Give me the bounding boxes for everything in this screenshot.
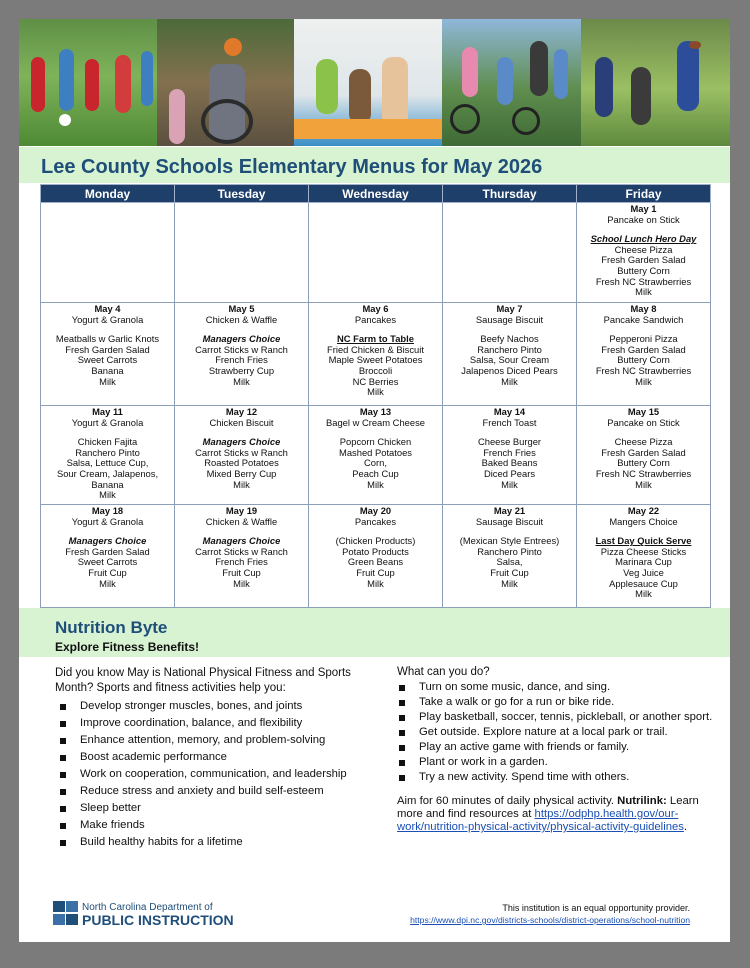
menu-item: Mashed Potatoes (339, 446, 412, 458)
menu-item: Cheese Burger (477, 436, 542, 448)
menu-cell-thursday (443, 203, 577, 303)
action-item: Plant or work in a garden. (397, 755, 712, 770)
menu-item: Milk (233, 375, 250, 387)
menu-item: Jalapenos Diced Pears (461, 364, 558, 376)
menu-item: Pepperoni Pizza (609, 333, 678, 345)
menu-item: Chicken Fajita (77, 436, 138, 448)
day-header-thursday: Thursday (443, 185, 577, 203)
benefit-item: Work on cooperation, communication, and leadership (55, 766, 347, 783)
soccer-photo (19, 19, 157, 146)
menu-item: Sausage Biscuit (475, 313, 544, 325)
menu-item: Milk (501, 478, 518, 490)
action-item: Try a new activity. Spend time with others. (397, 770, 712, 785)
menu-date: May 18 (91, 505, 124, 516)
menu-item: Pancake Sandwich (603, 313, 684, 325)
menu-date: May 21 (493, 505, 526, 516)
menu-item: Pancake on Stick (607, 416, 680, 428)
menu-item: Sausage Biscuit (475, 515, 544, 527)
menu-item: Corn, (364, 457, 387, 469)
menu-item: Cheese Pizza (614, 243, 673, 255)
basketball-photo (157, 19, 294, 146)
menu-item: Meatballs w Garlic Knots (55, 333, 160, 345)
menu-item: French Fries (215, 556, 268, 568)
action-item: Play an active game with friends or family. (397, 740, 712, 755)
day-header-friday: Friday (577, 185, 711, 203)
menu-item: Pizza Cheese Sticks (600, 545, 687, 557)
menu-item: Milk (367, 478, 384, 490)
menu-item: Ranchero Pinto (477, 343, 542, 355)
benefit-item: Improve coordination, balance, and flexibility (55, 715, 347, 732)
menu-item: Fruit Cup (88, 566, 127, 578)
menu-item: Milk (99, 577, 116, 589)
menu-item: Fruit Cup (490, 566, 529, 578)
menu-date: May 22 (627, 505, 660, 516)
benefit-item: Reduce stress and anxiety and build self-esteem (55, 783, 347, 800)
menu-item: Veg Juice (623, 566, 664, 578)
menu-item: Buttery Corn (617, 264, 670, 276)
menu-item: Cheese Pizza (614, 436, 673, 448)
org-name-line2: PUBLIC INSTRUCTION (82, 912, 234, 928)
menu-cell-tuesday (175, 505, 309, 608)
menu-item: Banana (91, 478, 124, 490)
action-item: Turn on some music, dance, and sing. (397, 680, 712, 695)
menu-item: Yogurt & Granola (71, 313, 144, 325)
menu-item: Sweet Carrots (77, 556, 138, 568)
menu-item: Pancake on Stick (607, 213, 680, 225)
menu-cell-monday (41, 303, 175, 406)
menu-item: Fresh Garden Salad (601, 254, 686, 266)
menu-cell-thursday (443, 505, 577, 608)
menu-item: Ranchero Pinto (477, 545, 542, 557)
nutrilink-label: Nutrilink: (617, 795, 667, 807)
menu-flyer (19, 19, 730, 942)
weekday-header-row (41, 185, 711, 203)
menu-item: Milk (99, 375, 116, 387)
menu-item: Milk (367, 386, 384, 398)
menu-item: Diced Pears (483, 467, 536, 479)
menu-date: May 14 (493, 406, 526, 417)
menu-cell-tuesday (175, 203, 309, 303)
benefit-item: Make friends (55, 817, 347, 834)
menu-item: Fried Chicken & Biscuit (327, 343, 424, 355)
learn-text: Learn more and find resources at (397, 795, 699, 820)
menu-item: Bagel w Cream Cheese (325, 416, 425, 428)
menu-cell-wednesday (309, 505, 443, 608)
menu-item: Sweet Carrots (77, 354, 138, 366)
menu-item: Marinara Cup (615, 556, 672, 568)
menu-item: (Mexican Style Entrees) (459, 535, 560, 547)
actions-heading: What can you do? (397, 666, 490, 678)
week-row (41, 406, 711, 505)
menu-item: Salsa, Sour Cream (469, 354, 550, 366)
menu-item: Yogurt & Granola (71, 515, 144, 527)
menu-item: Sour Cream, Jalapenos, (56, 467, 159, 479)
menu-item: Milk (635, 286, 652, 298)
menu-item: French Fries (483, 446, 536, 458)
action-item: Take a walk or go for a run or bike ride. (397, 695, 712, 710)
menu-theme-label: Managers Choice (202, 436, 281, 448)
menu-item: Fresh Garden Salad (601, 343, 686, 355)
menu-item: Milk (233, 577, 250, 589)
menu-theme-label: Managers Choice (68, 535, 147, 547)
benefit-item: Build healthy habits for a lifetime (55, 834, 347, 851)
football-photo (581, 19, 730, 146)
menu-date: May 13 (359, 406, 392, 417)
menu-item: Fresh Garden Salad (65, 343, 150, 355)
menu-item: Banana (91, 364, 124, 376)
week-row (41, 303, 711, 406)
menu-item: Fresh Garden Salad (601, 446, 686, 458)
menu-item: Pancakes (354, 515, 397, 527)
menu-item: Pancakes (354, 313, 397, 325)
benefit-item: Enhance attention, memory, and problem-solving (55, 732, 347, 749)
menu-item: Fruit Cup (222, 566, 261, 578)
menu-item: Carrot Sticks w Ranch (195, 343, 288, 355)
menu-theme-label: Last Day Quick Serve (595, 535, 692, 547)
menu-item: Carrot Sticks w Ranch (195, 446, 288, 458)
menu-cell-wednesday (309, 203, 443, 303)
menu-date: May 20 (359, 505, 392, 516)
menu-item: Beefy Nachos (480, 333, 539, 345)
menu-cell-monday (41, 406, 175, 505)
menu-item: Mangers Choice (609, 515, 678, 527)
menu-cell-monday (41, 203, 175, 303)
menu-item: Green Beans (347, 556, 404, 568)
menu-cell-friday (577, 303, 711, 406)
menu-date: May 11 (92, 406, 123, 417)
menu-item: Strawberry Cup (208, 364, 275, 376)
nutrition-title: Nutrition Byte (55, 618, 168, 637)
menu-item: Milk (501, 375, 518, 387)
menu-item: Fresh Garden Salad (65, 545, 150, 557)
menu-item: Broccoli (358, 364, 393, 376)
menu-cell-thursday (443, 303, 577, 406)
benefits-list (55, 698, 347, 851)
menu-date: May 6 (362, 303, 389, 314)
menu-cell-tuesday (175, 303, 309, 406)
menu-theme-label: Managers Choice (202, 333, 281, 345)
menu-item: Salsa, Lettuce Cup, (66, 457, 149, 469)
action-item: Play basketball, soccer, tennis, pickleball, or another sport. (397, 710, 712, 725)
menu-item: Milk (635, 478, 652, 490)
ncdpi-logo-icon (53, 901, 79, 925)
menu-item: Milk (367, 577, 384, 589)
menu-item: Milk (635, 588, 652, 600)
menu-item: (Chicken Products) (335, 535, 416, 547)
menu-cell-friday (577, 203, 711, 303)
menu-item: Yogurt & Granola (71, 416, 144, 428)
menu-item: Buttery Corn (617, 457, 670, 469)
menu-item: Potato Products (342, 545, 409, 557)
menu-item: Milk (233, 478, 250, 490)
menu-item: Milk (99, 489, 116, 501)
menu-item: Baked Beans (481, 457, 538, 469)
menu-item: Milk (501, 577, 518, 589)
benefit-item: Boost academic performance (55, 749, 347, 766)
menu-theme-label: Managers Choice (202, 535, 281, 547)
menu-cell-monday (41, 505, 175, 608)
yoga-photo (294, 19, 442, 146)
menu-cell-thursday (443, 406, 577, 505)
cycling-photo (442, 19, 581, 146)
menu-item: Chicken Biscuit (209, 416, 274, 428)
menu-item: Peach Cup (352, 467, 399, 479)
menu-cell-friday (577, 406, 711, 505)
actions-list (397, 680, 712, 785)
activity-recommendation: Aim for 60 minutes of daily physical activity. Nutrilink: Learn more and find resources at https://odphp.health.gov/our-work/nutrition-physical-activity/physical-activity-guidelines. (397, 795, 699, 833)
nutrition-intro: Did you know May is National Physical Fitness and Sports Month? Sports and fitness activities help you: (55, 667, 351, 694)
page-title: Lee County Schools Elementary Menus for May 2026 (41, 156, 543, 178)
menu-item: Maple Sweet Potatoes (328, 354, 423, 366)
menu-item: Carrot Sticks w Ranch (195, 545, 288, 557)
day-header-wednesday: Wednesday (309, 185, 443, 203)
menu-date: May 15 (627, 406, 660, 417)
menu-item: French Fries (215, 354, 268, 366)
menu-cell-wednesday (309, 303, 443, 406)
menu-cell-tuesday (175, 406, 309, 505)
org-name-line1: North Carolina Department of (82, 902, 213, 913)
menu-item: Salsa, (496, 556, 523, 568)
menu-item: NC Berries (352, 375, 399, 387)
menu-calendar (40, 184, 711, 608)
day-header-monday: Monday (41, 185, 175, 203)
guidelines-link[interactable]: https://odphp.health.gov/our-work/nutrition-physical-activity/physical-activity-guidelines (397, 808, 684, 833)
menu-date: May 7 (496, 303, 523, 314)
menu-date: May 5 (228, 303, 255, 314)
menu-item: Ranchero Pinto (75, 446, 140, 458)
menu-theme-label: School Lunch Hero Day (590, 233, 697, 245)
equal-opportunity-statement: This institution is an equal opportunity provider. (502, 903, 690, 913)
menu-item: French Toast (482, 416, 537, 428)
menu-theme-label: NC Farm to Table (337, 333, 414, 345)
menu-item: Chicken & Waffle (205, 515, 278, 527)
menu-item: Fruit Cup (356, 566, 395, 578)
menu-date: May 8 (630, 303, 657, 314)
menu-item: Milk (635, 375, 652, 387)
menu-item: Popcorn Chicken (339, 436, 412, 448)
aim-text: Aim for 60 minutes of daily physical activity. (397, 795, 615, 807)
menu-date: May 19 (225, 505, 258, 516)
menu-item: Fresh NC Strawberries (595, 275, 692, 287)
week-row (41, 203, 711, 303)
week-row (41, 505, 711, 608)
day-header-tuesday: Tuesday (175, 185, 309, 203)
school-nutrition-link[interactable]: https://www.dpi.nc.gov/districts-schools/district-operations/school-nutrition (410, 915, 690, 925)
action-item: Get outside. Explore nature at a local park or trail. (397, 725, 712, 740)
menu-date: May 4 (94, 303, 121, 314)
menu-item: Fresh NC Strawberries (595, 467, 692, 479)
menu-date: May 1 (630, 203, 657, 214)
nutrition-subtitle: Explore Fitness Benefits! (55, 640, 200, 654)
menu-item: Mixed Berry Cup (206, 467, 277, 479)
menu-date: May 12 (225, 406, 258, 417)
menu-item: Chicken & Waffle (205, 313, 278, 325)
benefit-item: Develop stronger muscles, bones, and joints (55, 698, 347, 715)
menu-cell-wednesday (309, 406, 443, 505)
menu-item: Applesauce Cup (609, 577, 678, 589)
benefit-item: Sleep better (55, 800, 347, 817)
photo-banner (19, 19, 730, 146)
menu-item: Roasted Potatoes (204, 457, 279, 469)
menu-item: Fresh NC Strawberries (595, 364, 692, 376)
menu-item: Buttery Corn (617, 354, 670, 366)
menu-cell-friday (577, 505, 711, 608)
